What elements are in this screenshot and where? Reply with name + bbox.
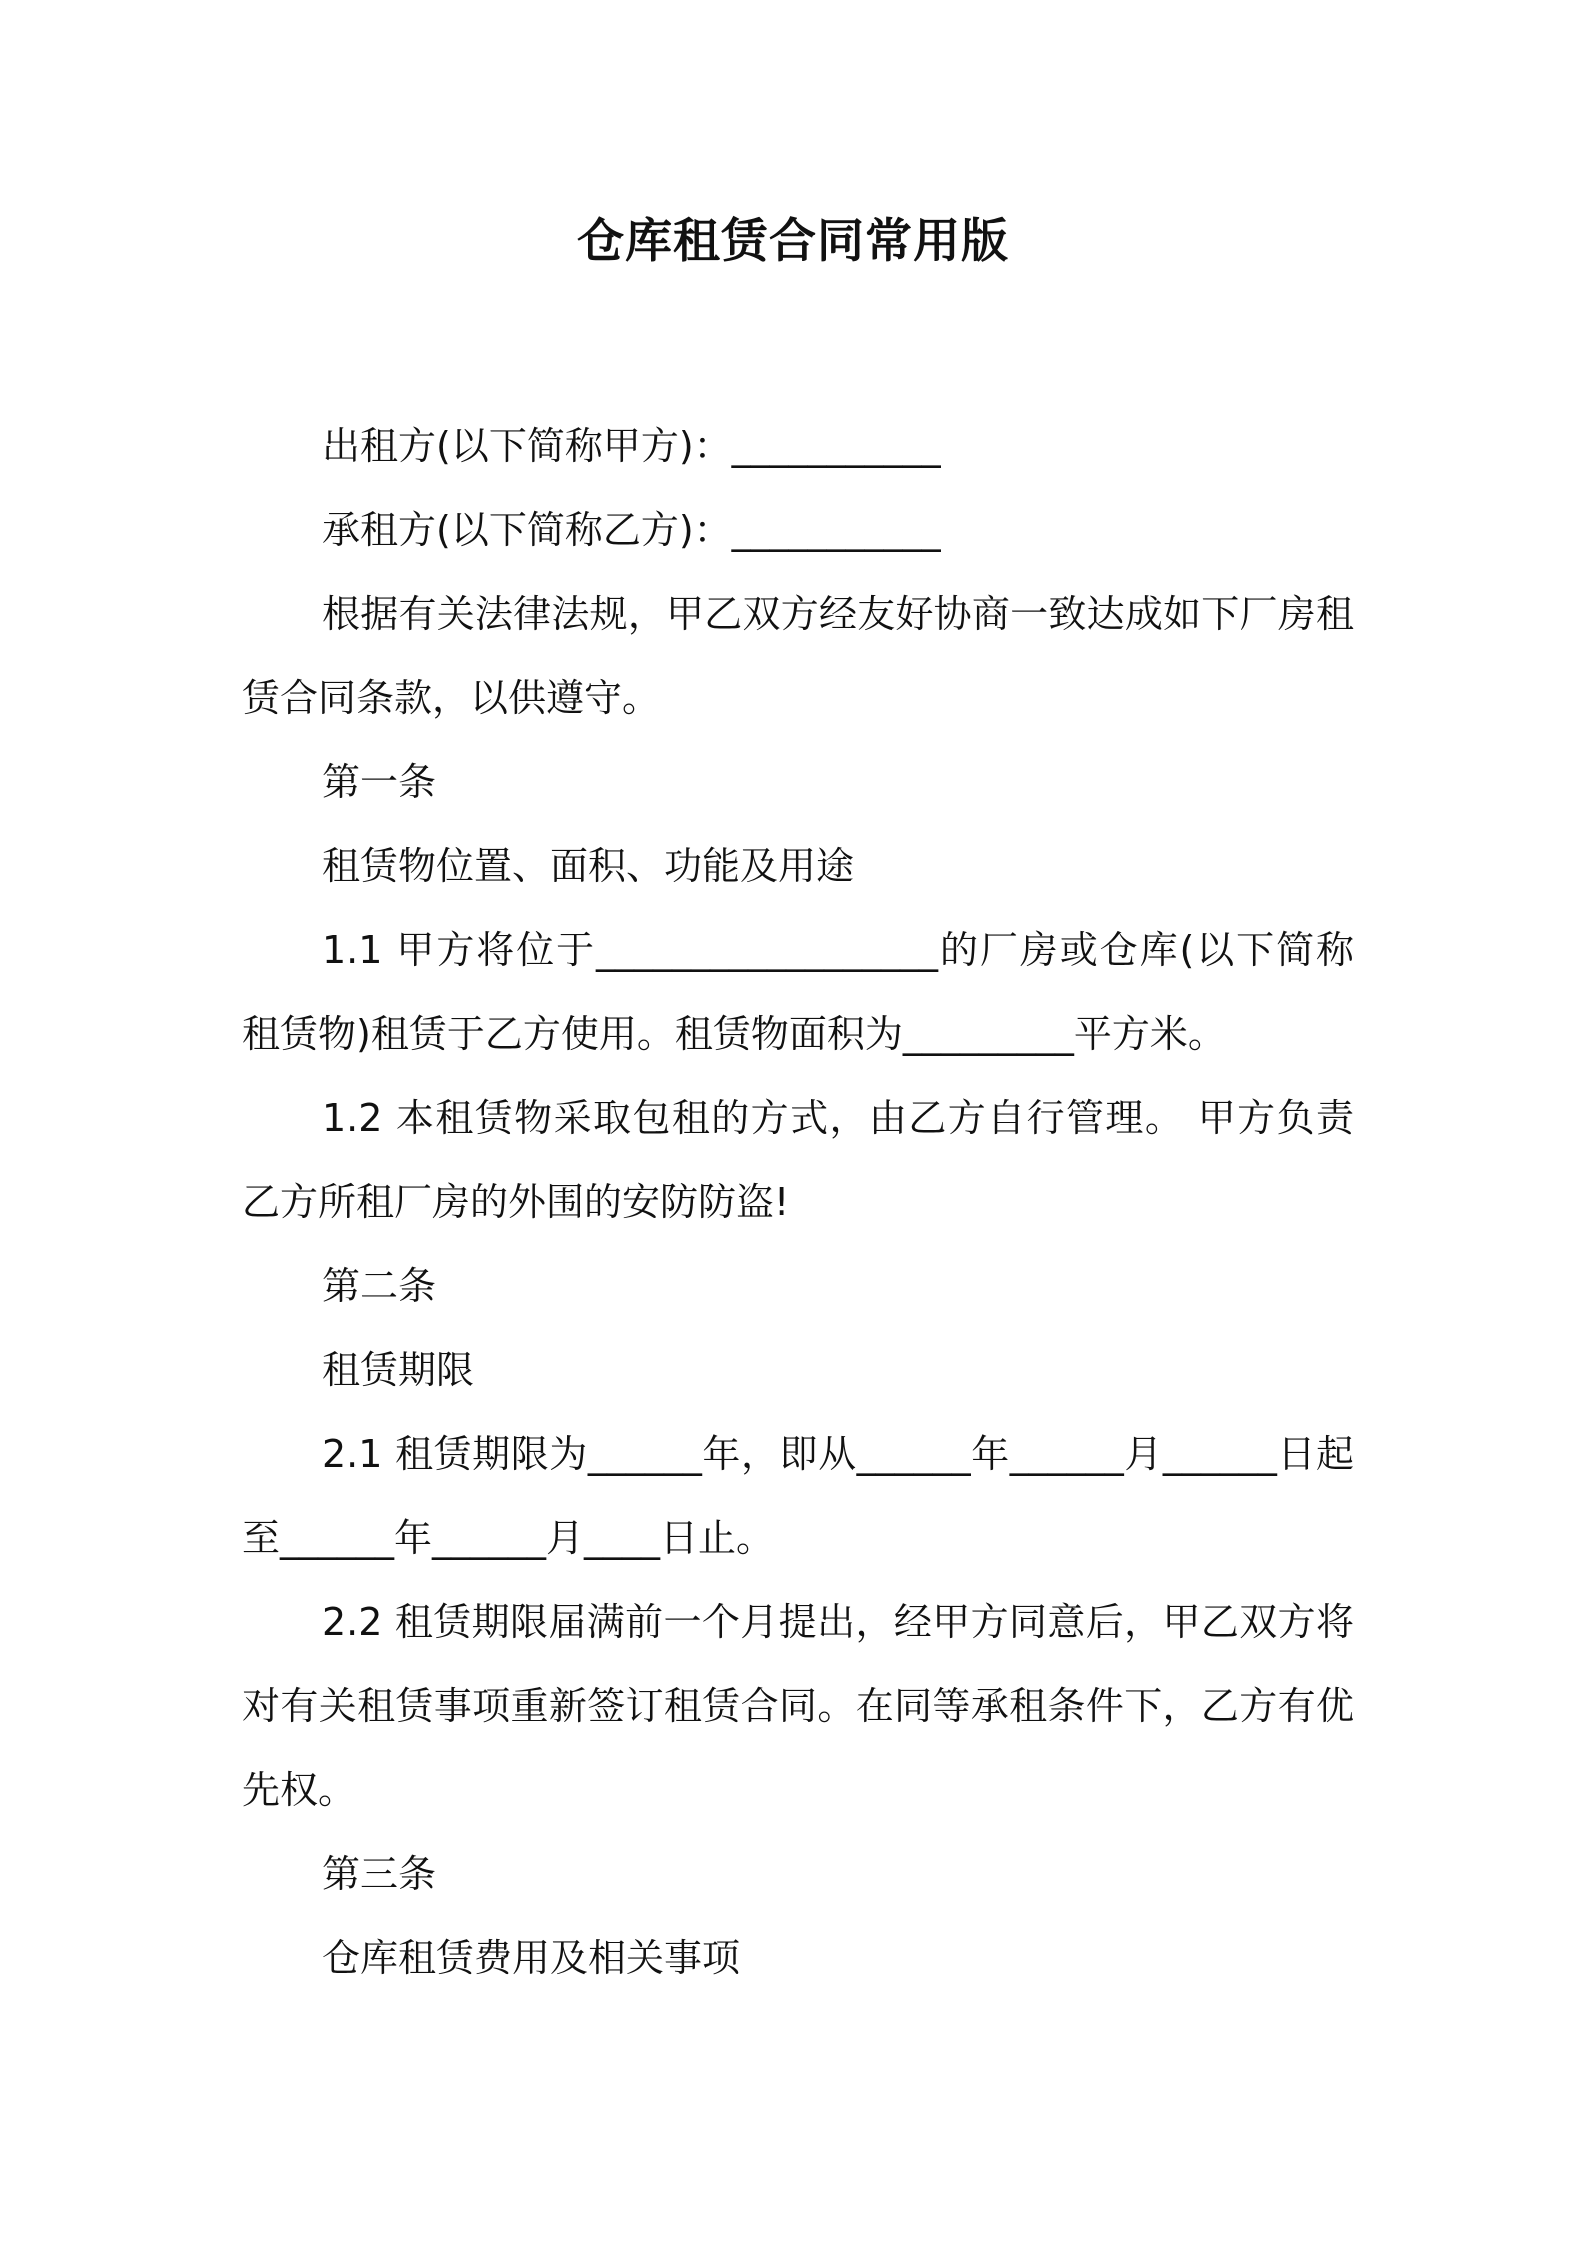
article-2-heading: 第二条 xyxy=(322,1264,437,1308)
article-2-subject: 租赁期限 xyxy=(322,1348,475,1392)
clause-1-2: 1.2 本租赁物采取包租的方式，由乙方自行管理。 甲方负责乙方所租厂房的外围的安防防盗! xyxy=(242,1096,1354,1224)
article-3-heading: 第三条 xyxy=(322,1852,437,1896)
preamble-paragraph: 根据有关法律法规，甲乙双方经友好协商一致达成如下厂房租赁合同条款，以供遵守。 xyxy=(242,592,1354,720)
document-title: 仓库租赁合同常用版 xyxy=(577,214,1009,269)
lessor-line: 出租方(以下简称甲方)：___________ xyxy=(322,424,941,468)
clause-2-2: 2.2 租赁期限届满前一个月提出，经甲方同意后，甲乙双方将对有关租赁事项重新签订租赁合同。在同等承租条件下，乙方有优先权。 xyxy=(242,1600,1354,1812)
document-body xyxy=(242,404,1354,2000)
article-1-subject: 租赁物位置、面积、功能及用途 xyxy=(322,844,855,888)
article-1-heading: 第一条 xyxy=(322,760,437,804)
clause-1-1: 1.1 甲方将位于__________________的厂房或仓库(以下简称租赁物)租赁于乙方使用。租赁物面积为_________平方米。 xyxy=(242,928,1354,1056)
clause-2-1: 2.1 租赁期限为______年，即从______年______月______日起至______年______月____日止。 xyxy=(242,1432,1354,1560)
lessee-line: 承租方(以下简称乙方)：___________ xyxy=(322,508,941,552)
article-3-subject: 仓库租赁费用及相关事项 xyxy=(322,1936,741,1980)
